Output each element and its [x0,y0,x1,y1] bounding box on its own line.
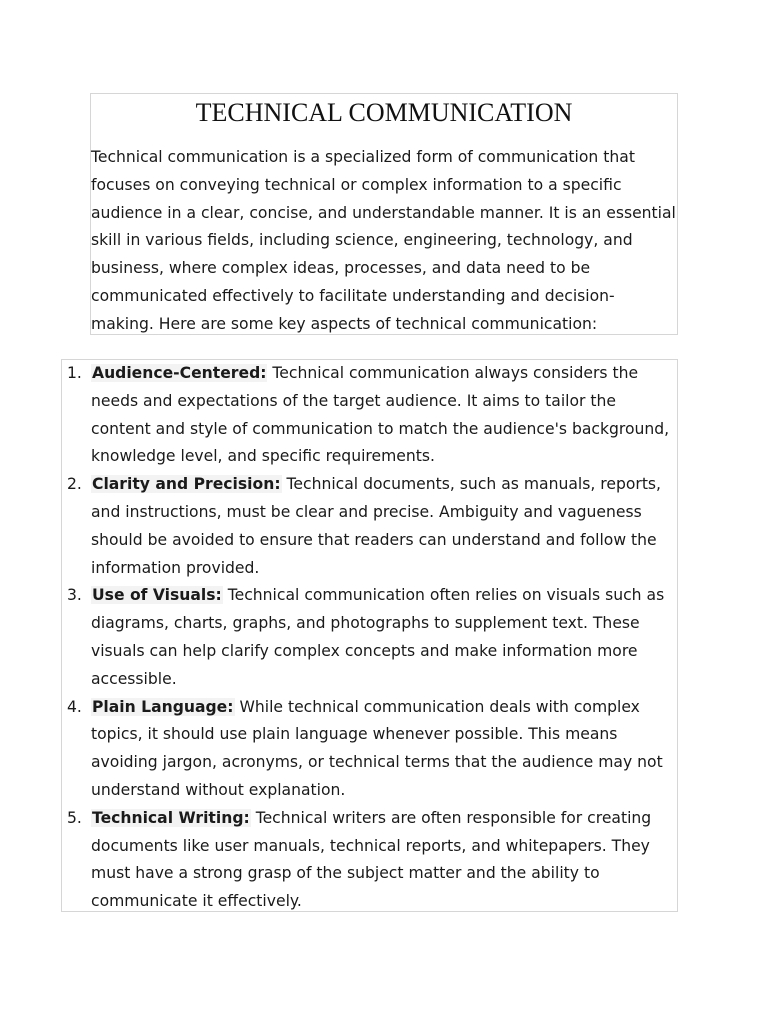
list-item-text: Technical documents, such as manuals, reports, and instructions, must be clear and precise. Ambiguity and vagueness should be avoided to ensure that readers can understand and follow the information provided. [91,475,662,577]
list-item [62,805,677,916]
list-item-term: Technical Writing: [92,808,250,827]
list-item-text: Technical communication always considers the needs and expectations of the target audience. It aims to tailor the content and style of communication to match the audience's background, knowledge level, and specific requirements. [91,364,670,466]
page-title: TECHNICAL COMMUNICATION [195,98,573,127]
list-item-text: While technical communication deals with complex topics, it should use plain language whenever possible. This means avoiding jargon, acronyms, or technical terms that the audience may not understand without explanation. [91,697,663,799]
intro-section [90,93,678,335]
list-item [62,360,677,471]
list-item-term: Audience-Centered: [92,364,267,382]
list-item-text: Technical communication often relies on visuals such as diagrams, charts, graphs, and photographs to supplement text. These visuals can help clarify complex concepts and make information more accessible. [91,586,665,688]
list-item-term: Use of Visuals: [92,586,222,605]
list-item [62,694,677,805]
aspects-list [62,360,677,916]
list-number: 2. [67,475,82,494]
list-number: 5. [67,808,82,827]
list-number: 3. [67,586,82,605]
list-item-term: Clarity and Precision: [92,475,281,494]
list-item-text: Technical writers are often responsible for creating documents like user manuals, technical reports, and whitepapers. They must have a strong grasp of the subject matter and the ability to communicate it effectively. [91,808,652,911]
aspects-section [61,359,678,912]
list-item [62,471,677,582]
list-item-term: Plain Language: [92,697,234,716]
list-number: 1. [67,364,82,382]
list-item [62,582,677,693]
intro-paragraph: Technical communication is a specialized form of communication that focuses on conveying technical or complex information to a specific audience in a clear, concise, and understandable manner. It is an essential skill in various fields, including science, engineering, technology, and business, where complex ideas, processes, and data need to be communicated effectively to facilitate understanding and decision-making. Here are some key aspects of technical communication: [91,148,676,333]
list-number: 4. [67,697,82,716]
